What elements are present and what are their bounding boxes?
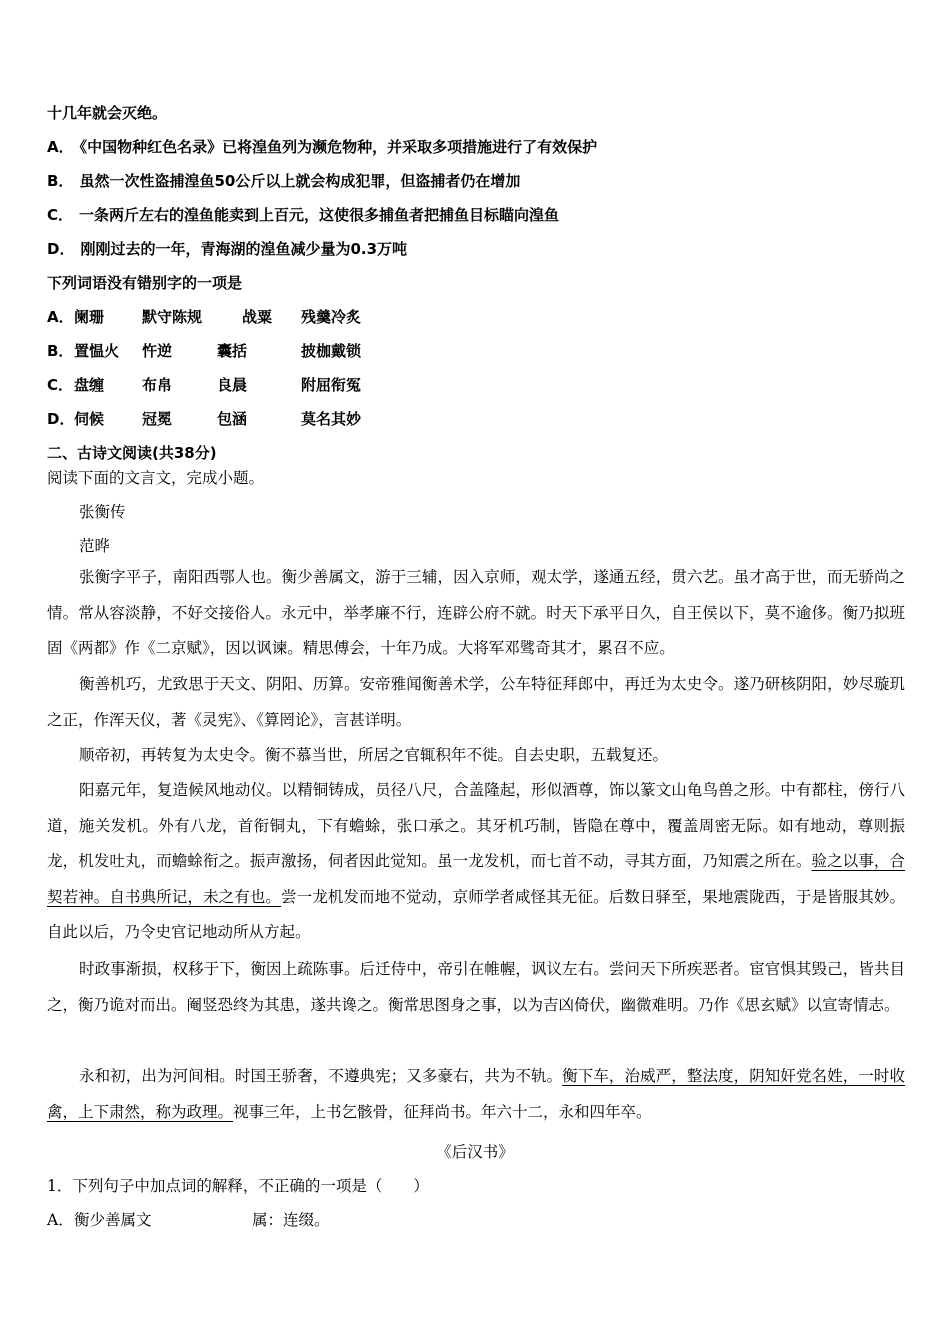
word-option-a xyxy=(47,306,447,328)
option-b xyxy=(47,170,520,191)
word-option-c xyxy=(47,374,447,396)
word-3: 包涵 xyxy=(217,410,248,428)
word-option-b xyxy=(47,340,447,362)
passage-paragraph-5: 时政事渐损，权移于下，衡因上疏陈事。后迁侍中，帝引在帷幄，讽议左右。尝问天下所疾恶者。宦官惧其毁己，皆共目之，衡乃诡对而出。阉竖恐终为其患，遂共谗之。衡常思图身之事，以为吉凶倚伏，幽微难明。乃作《思玄赋》以宣寄情志。 xyxy=(47,960,905,1014)
underlined-sentence: 验之以事，合契若神。自书典所记，未之有也。 xyxy=(47,852,905,906)
word-1: 伺候 xyxy=(74,410,105,428)
option-letter: B． xyxy=(47,342,74,360)
option-letter: D． xyxy=(47,240,75,258)
underlined-sentence: 衡下车，治威严，整法度，阴知奸党名姓，一时收禽，上下肃然，称为政理。 xyxy=(47,1067,905,1121)
option-letter: A． xyxy=(47,1211,74,1229)
word-2: 冠冕 xyxy=(142,410,173,428)
word-option-d xyxy=(47,408,447,430)
passage-paragraph-3: 顺帝初，再转复为太史令。衡不慕当世，所居之官辄积年不徙。自去史职，五载复还。 xyxy=(79,746,669,764)
passage-author: 范晔 xyxy=(79,537,111,555)
word-4: 披枷戴锁 xyxy=(301,342,362,360)
word-4: 残羹冷炙 xyxy=(301,308,362,326)
option-letter: B． xyxy=(47,172,74,190)
option-d xyxy=(47,238,407,259)
paragraph-text: 视事三年，上书乞骸骨，征拜尚书。年六十二，永和四年卒。 xyxy=(233,1102,652,1121)
section-heading: 二、古诗文阅读(共38分) xyxy=(47,444,217,462)
paragraph-text: 阳嘉元年，复造候风地动仪。以精铜铸成，员径八尺，合盖隆起，形似酒尊，饰以篆文山龟鸟兽之形。中有都柱，傍行八道，施关发机。外有八龙，首衔铜丸，下有蟾蜍，张口承之。其牙机巧制，皆隐在尊中，覆盖周密无际。如有地动，尊则振龙，机发吐丸，而蟾蜍衔之。振声激扬，伺者因此觉知。虽一龙发机，而七首不动，寻其方面，乃知震之所在。 xyxy=(47,781,905,871)
question-1-option-a xyxy=(47,1208,447,1230)
option-text: 《中国物种红色名录》已将湟鱼列为濒危物种，并采取多项措施进行了有效保护 xyxy=(79,138,598,156)
passage-paragraph-2: 衡善机巧，尤致思于天文、阴阳、历算。安帝雅闻衡善术学，公车特征拜郎中，再迁为太史令。遂乃研核阴阳，妙尽璇玑之正，作浑天仪，著《灵宪》、《算罔论》，言甚详明。 xyxy=(47,675,905,729)
option-letter: C． xyxy=(47,206,74,224)
paragraph-text: 永和初，出为河间相。时国王骄奢，不遵典宪；又多豪右，共为不轨。 xyxy=(79,1067,563,1085)
option-letter: D． xyxy=(47,410,75,428)
word-4: 莫名其妙 xyxy=(301,410,362,428)
word-3: 囊括 xyxy=(217,342,248,360)
option-letter: A． xyxy=(47,138,74,156)
word-1: 盘缠 xyxy=(74,376,105,394)
option-text: 虽然一次性盗捕湟鱼50公斤以上就会构成犯罪，但盗捕者仍在增加 xyxy=(79,172,521,190)
passage-source: 《后汉书》 xyxy=(436,1143,514,1161)
reading-instruction: 阅读下面的文言文，完成小题。 xyxy=(47,469,265,487)
option-letter: C． xyxy=(47,376,74,394)
option-text: 一条两斤左右的湟鱼能卖到上百元，这使很多捕鱼者把捕鱼目标瞄向湟鱼 xyxy=(79,206,560,224)
passage-paragraph-6 xyxy=(47,1059,905,1130)
passage-paragraph-4 xyxy=(47,773,905,951)
option-letter: A． xyxy=(47,308,74,326)
word-2: 布帛 xyxy=(142,376,173,394)
word-3: 战粟 xyxy=(242,308,273,326)
option-c xyxy=(47,204,559,225)
word-1: 阑珊 xyxy=(74,308,105,326)
passage-paragraph-1: 张衡字平子，南阳西鄂人也。衡少善属文，游于三辅，因入京师，观太学，遂通五经，贯六艺。虽才高于世，而无骄尚之情。常从容淡静，不好交接俗人。永元中，举孝廉不行，连辟公府不就。时天下承平日久，自王侯以下，莫不逾侈。衡乃拟班固《两都》作《二京赋》，因以讽谏。精思傅会，十年乃成。大将军邓骘奇其才，累召不应。 xyxy=(47,568,905,658)
word-3: 良晨 xyxy=(217,376,248,394)
paragraph-text: 尝一龙机发而地不觉动，京师学者咸怪其无征。后数日驿至，果地震陇西，于是皆服其妙。自此以后，乃令史官记地动所从方起。 xyxy=(47,887,905,942)
word-2: 忤逆 xyxy=(142,342,173,360)
option-text: 刚刚过去的一年，青海湖的湟鱼减少量为0.3万吨 xyxy=(80,240,408,258)
question-prompt: 下列词语没有错别字的一项是 xyxy=(47,274,243,292)
option-gloss: 属：连缀。 xyxy=(252,1211,330,1229)
option-sentence: 衡少善属文 xyxy=(74,1211,152,1229)
continuation-text: 十几年就会灭绝。 xyxy=(47,104,168,122)
word-4: 附屈衔冤 xyxy=(301,376,362,394)
word-2: 默守陈规 xyxy=(142,308,203,326)
option-a xyxy=(47,136,597,157)
question-1-prompt: 1．下列句子中加点词的解释，不正确的一项是（ ） xyxy=(47,1177,429,1195)
passage-title: 张衡传 xyxy=(79,503,126,521)
word-1: 置愠火 xyxy=(74,342,120,360)
